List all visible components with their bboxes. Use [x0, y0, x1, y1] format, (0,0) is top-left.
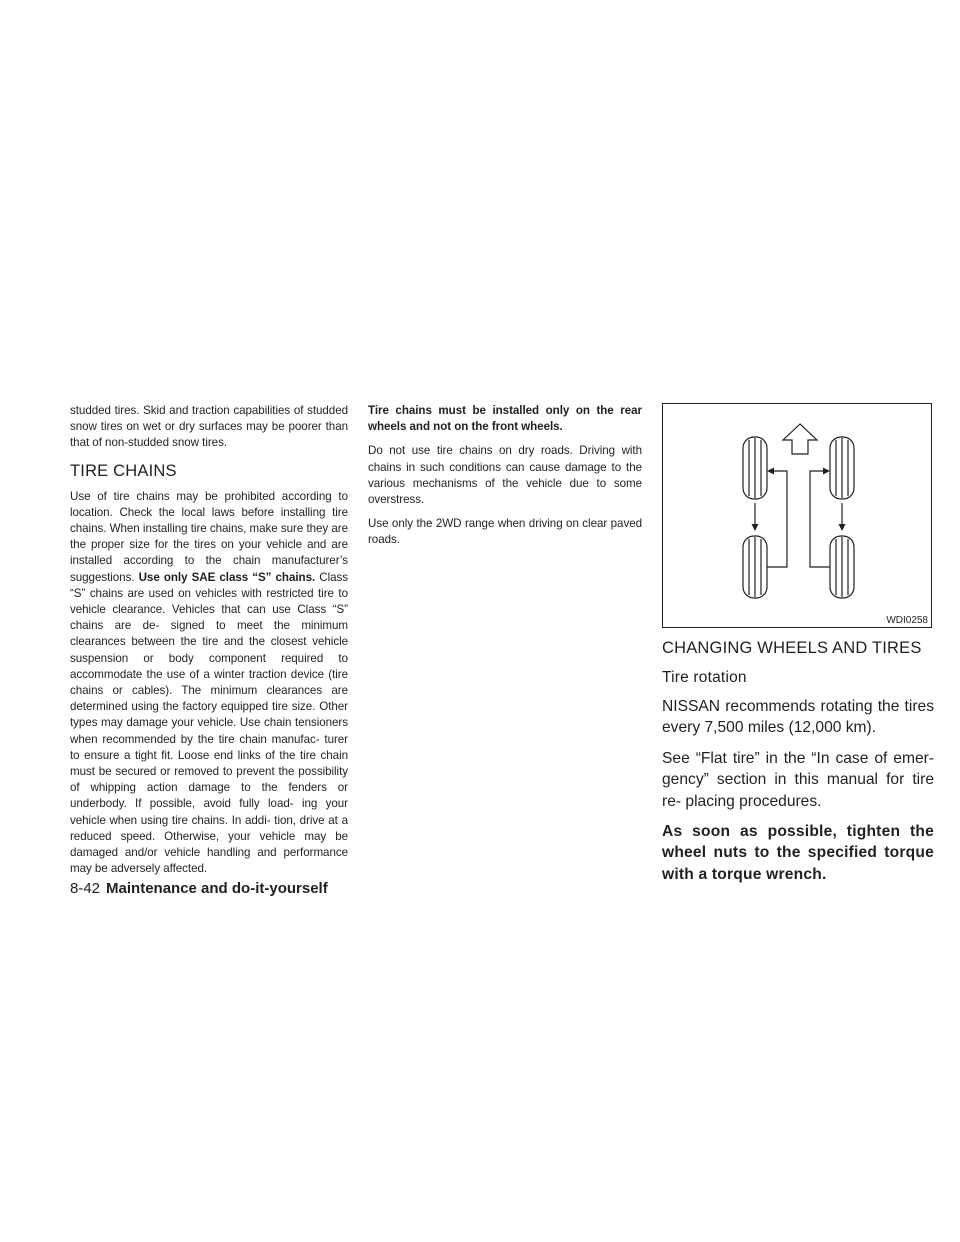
tire-front-right-icon — [830, 437, 854, 499]
torque-warning: As soon as possible, tighten the wheel nuts to the specified torque with a torque wrench. — [662, 823, 934, 883]
flat-tire-reference: See “Flat tire” in the “In case of emer- gency” section in this manual for tire re- placing procedures. — [662, 749, 934, 810]
rear-left-to-front-right-line — [767, 471, 787, 567]
dry-roads-paragraph: Do not use tire chains on dry roads. Driving with chains in such conditions can cause damage to the various mechanisms of the vehicle due to some overstress. — [368, 444, 642, 507]
changing-wheels-heading: CHANGING WHEELS AND TIRES — [662, 639, 922, 657]
tire-chains-text-a: Use of tire chains may be prohibited according to location. Check the local laws before installing tire chains. When installing tire chains, make sure they are the proper size for the tires on your vehicle and are installed according to the chain manufacturer’s suggestions. — [70, 489, 348, 584]
intro-paragraph: studded tires. Skid and traction capabilities of studded snow tires on wet or dry surfaces may be poorer than that of non-studded snow tires. — [70, 404, 348, 450]
column-3 — [662, 403, 934, 894]
forward-arrow-icon — [783, 424, 817, 454]
sae-chains-bold: Use only SAE class “S” chains. — [138, 570, 316, 584]
page-footer — [70, 880, 328, 898]
section-title: Maintenance and do-it-yourself — [106, 880, 328, 897]
tire-rotation-diagram — [663, 404, 933, 629]
tire-rear-left-icon — [743, 536, 767, 598]
tire-front-left-icon — [743, 437, 767, 499]
tire-rotation-subheading: Tire rotation — [662, 669, 747, 686]
column-2 — [368, 403, 642, 549]
rotation-recommendation: NISSAN recommends rotating the tires every 7,500 miles (12,000 km). — [662, 698, 934, 737]
figure-code: WDI0258 — [886, 615, 928, 626]
2wd-paragraph: Use only the 2WD range when driving on clear paved roads. — [368, 517, 642, 547]
column-1 — [70, 403, 348, 877]
rear-right-to-front-left-line — [810, 471, 830, 567]
tire-rear-right-icon — [830, 536, 854, 598]
tire-chains-paragraph — [70, 489, 348, 878]
rear-wheels-warning: Tire chains must be installed only on the rear wheels and not on the front wheels. — [368, 404, 642, 434]
tire-chains-text-b: Class “S” chains are used on vehicles with restricted tire to vehicle clearance. Vehicles that can use Class “S” chains are de- signed to meet the minimum clearances between the tire and the closest vehicle suspension or body component required to accommodate the use of a winter traction device (tire chains or cables). The minimum clearances are determined using the factory equipped tire size. Other types may damage your vehicle. Use chain tensioners when recommended by the tire chain manufac- turer to ensure a tight fit. Loose end links of the tire chain must be secured or removed to prevent the possibility of whipping action damage to the fenders or underbody. If possible, avoid fully load- ing your vehicle when using tire chains. In addi- tion, drive at a reduced speed. Otherwise, your vehicle may be damaged and/or vehicle handling and performance may be adversely affected. — [70, 570, 348, 876]
page-number: 8-42 — [70, 880, 101, 897]
tire-rotation-figure — [662, 403, 932, 628]
tire-chains-heading: TIRE CHAINS — [70, 461, 177, 480]
